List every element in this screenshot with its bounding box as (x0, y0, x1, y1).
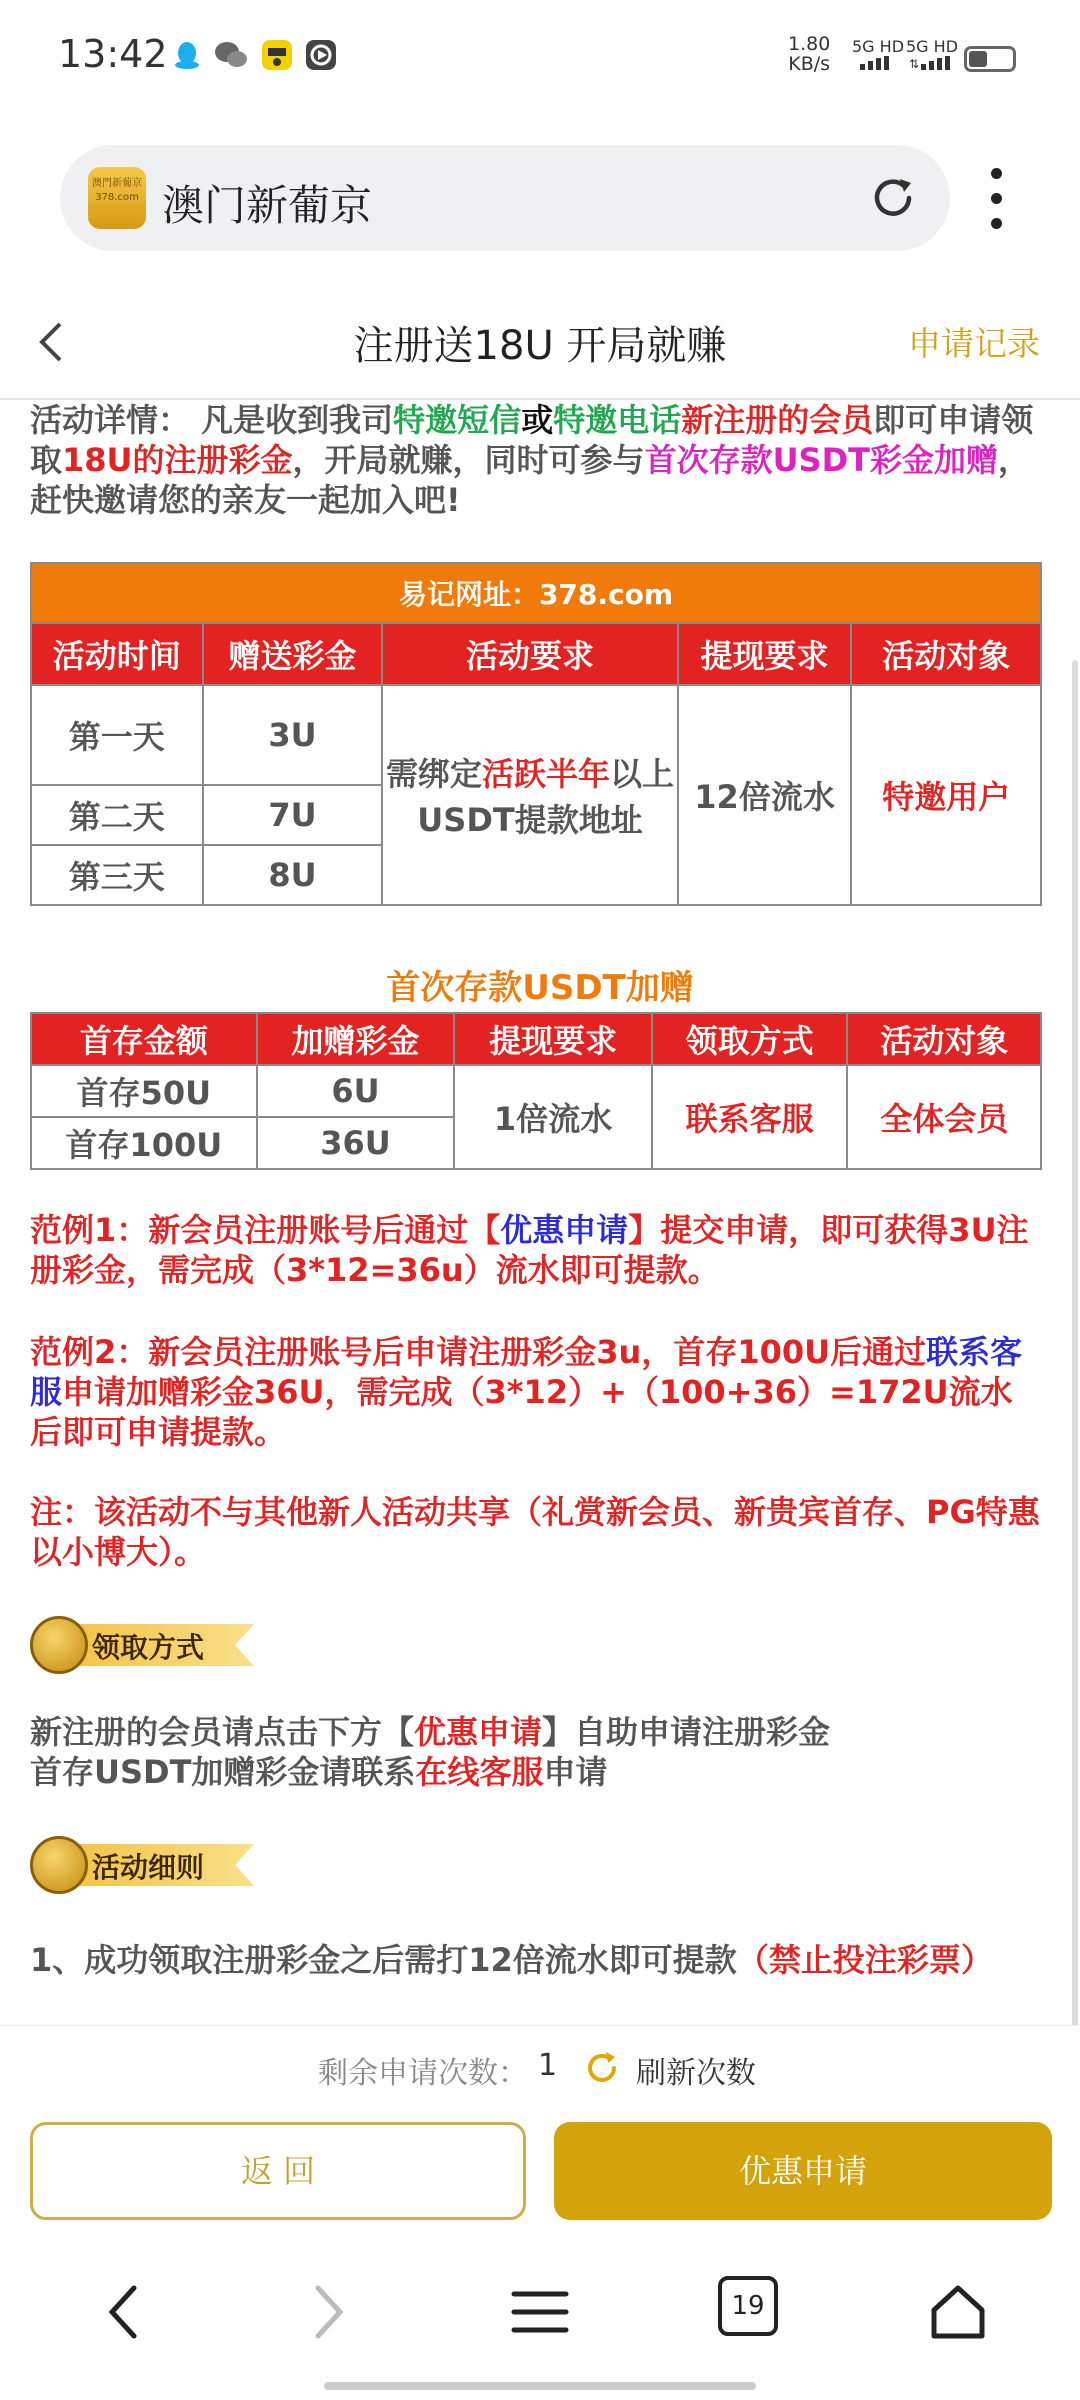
table-cell: 36U (257, 1117, 455, 1169)
requirement-cell: 需绑定活跃半年以上USDT提款地址 (382, 685, 677, 905)
deposit-bonus-table (30, 1012, 1042, 1170)
table-cell: 首存100U (31, 1117, 257, 1169)
reload-icon[interactable] (866, 171, 920, 225)
table-header: 首存金额 (31, 1013, 257, 1065)
coin-icon (30, 1836, 88, 1894)
table-header: 加赠彩金 (257, 1013, 455, 1065)
bottom-action-area (0, 2025, 1080, 2230)
refresh-count-button[interactable]: 刷新次数 (636, 2056, 756, 2091)
scrollbar[interactable] (1072, 660, 1078, 2025)
example-2: 范例2：新会员注册账号后申请注册彩金3u，首存100U后通过联系客服申请加赠彩金36U，需完成（3*12）+（100+36）=172U流水后即可申请提款。 (30, 1333, 1023, 1451)
table-cell: 首存50U (31, 1065, 257, 1117)
battery-icon (964, 46, 1016, 72)
table-header: 活动对象 (847, 1013, 1041, 1065)
browser-nav-bar (0, 2230, 1080, 2400)
rule-item-1: 1、成功领取注册彩金之后需打12倍流水即可提款（禁止投注彩票） (30, 1941, 993, 1979)
table-cell: 第二天 (31, 785, 203, 845)
wechat-icon (214, 40, 244, 70)
table-cell: 第一天 (31, 685, 203, 785)
withdraw-cell: 1倍流水 (454, 1065, 652, 1169)
table-header: 领取方式 (652, 1013, 848, 1065)
more-menu-icon[interactable] (984, 168, 1008, 230)
back-button[interactable]: 返 回 (30, 2122, 526, 2220)
note-paragraph: 注：该活动不与其他新人活动共享（礼赏新会员、新贵宾首存、PG特惠以小博大）。 (30, 1493, 1040, 1571)
table-header: 活动要求 (382, 623, 677, 685)
page-header (0, 290, 1080, 400)
table-cell: 第三天 (31, 845, 203, 905)
table-header: 提现要求 (678, 623, 852, 685)
rules-badge: 活动细则 (30, 1836, 254, 1894)
nav-forward-icon[interactable] (304, 2280, 354, 2344)
status-bar (0, 0, 1080, 110)
target-cell: 特邀用户 (851, 685, 1041, 905)
deposit-section-title: 首次存款USDT加赠 (386, 968, 694, 1008)
site-logo: 澳門新葡京 378.com (88, 167, 146, 229)
table-cell: 6U (257, 1065, 455, 1117)
table-header: 提现要求 (454, 1013, 652, 1065)
table-header: 活动时间 (31, 623, 203, 685)
home-indicator[interactable] (324, 2382, 756, 2390)
network-speed: 1.80 KB/s (788, 33, 831, 75)
apply-promo-button[interactable]: 优惠申请 (554, 2122, 1052, 2220)
page-title: 注册送18U 开局就赚 (353, 323, 727, 369)
table-banner: 易记网址：378.com (31, 563, 1041, 623)
intro-paragraph: 活动详情： 凡是收到我司特邀短信或特邀电话新注册的会员即可申请领取18U的注册彩金，开局就赚，同时可参与首次存款USDT彩金加赠，赶快邀请您的亲友一起加入吧! (30, 401, 1034, 519)
nav-back-icon[interactable] (98, 2280, 148, 2344)
qq-icon (172, 40, 202, 70)
claim-paragraph: 新注册的会员请点击下方【优惠申请】自助申请注册彩金 首存USDT加赠彩金请联系在线客服申请 (30, 1713, 831, 1791)
status-time: 13:42 (58, 32, 168, 76)
table-header: 赠送彩金 (203, 623, 383, 685)
coin-icon (30, 1616, 88, 1674)
refresh-icon[interactable] (582, 2048, 622, 2088)
apply-record-link[interactable]: 申请记录 (908, 324, 1040, 363)
signal-1: 5G HD (852, 38, 904, 74)
tabs-button[interactable]: 19 (718, 2276, 778, 2336)
address-bar[interactable] (60, 145, 950, 251)
signal-2: 5G HD ⇅ (906, 37, 959, 70)
table-cell: 3U (203, 685, 383, 785)
player-icon (306, 40, 336, 70)
nav-menu-icon[interactable] (508, 2280, 572, 2344)
claim-method-badge: 领取方式 (30, 1616, 254, 1674)
promo-content (0, 400, 1080, 2025)
example-1: 范例1：新会员注册账号后通过【优惠申请】提交申请，即可获得3U注册彩金，需完成（3*12=36u）流水即可提款。 (30, 1211, 1029, 1289)
svg-text:⇅: ⇅ (909, 57, 920, 70)
site-title[interactable]: 澳门新葡京 (162, 181, 373, 230)
method-cell: 联系客服 (652, 1065, 848, 1169)
remaining-label: 剩余申请次数： (318, 2056, 528, 2091)
table-cell: 7U (203, 785, 383, 845)
target-cell: 全体会员 (847, 1065, 1041, 1169)
registration-bonus-table (30, 562, 1042, 906)
app-icon (262, 40, 292, 70)
table-cell: 8U (203, 845, 383, 905)
table-header: 活动对象 (851, 623, 1041, 685)
withdraw-cell: 12倍流水 (678, 685, 852, 905)
remaining-count: 1 (538, 2048, 558, 2083)
nav-home-icon[interactable] (926, 2280, 990, 2344)
